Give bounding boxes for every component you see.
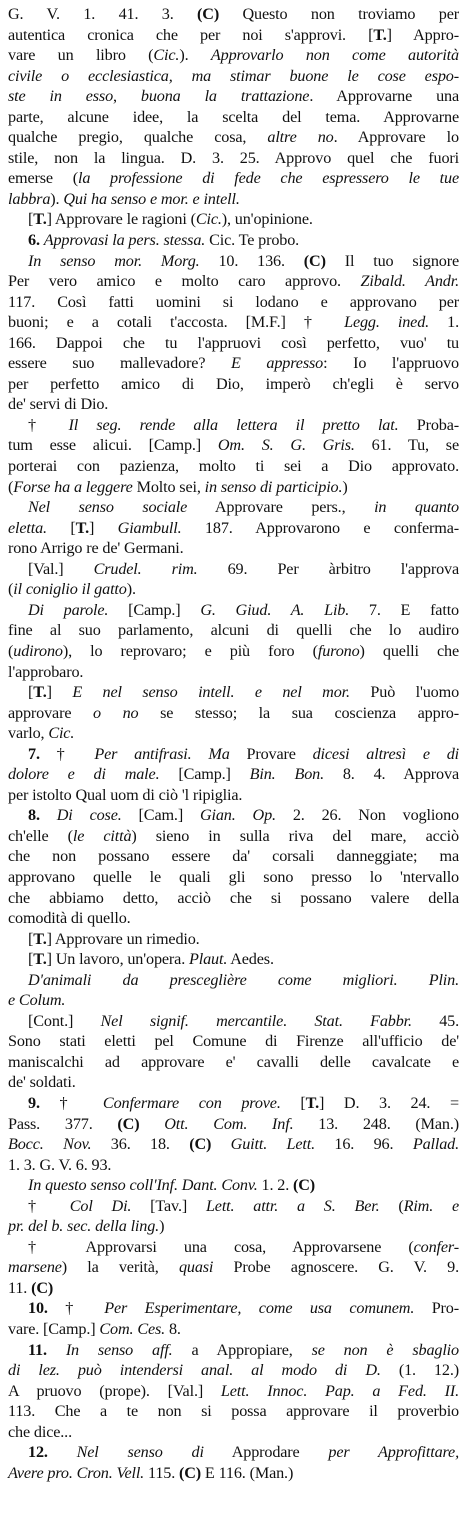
paragraph-p22 (8, 1442, 459, 1483)
text-line: per istolto Qual uom di ciò 'l ripiglia. (8, 785, 243, 804)
text-line: comodità di quello. (8, 909, 131, 928)
text-line: pr. del b. sec. della ling.) (8, 1217, 165, 1236)
text-line: † Col Di. [Tav.] Lett. attr. a S. Ber. (Rim. e (28, 1196, 459, 1215)
text-line: [T.] Un lavoro, un'opera. Plaut. Aedes. (28, 950, 274, 969)
text-line: Per vero amico e molto caro approvo. Zibald. Andr. (8, 272, 459, 291)
text-line: qualche pregio, qualche cosa, altre no. Approvare lo (8, 128, 459, 147)
paragraph-p8 (8, 600, 459, 682)
text-line: approvare o no se stesso; la sua coscienza appro- (8, 703, 459, 722)
text-line: Pass. 377. (C) Ott. Com. Inf. 13. 248. (Man.) (8, 1114, 459, 1133)
paragraph-p19 (8, 1237, 459, 1299)
paragraph-p6 (8, 497, 459, 559)
text-line: 10. † Per Esperimentare, come usa comunem. Pro- (28, 1299, 459, 1318)
paragraph-p13 (8, 949, 459, 970)
text-line: autentica cronica che per noi s'approvi. [T.] Appro- (8, 25, 459, 44)
text-line: In questo senso coll'Inf. Dant. Conv. 1. 2. (C) (28, 1176, 316, 1195)
text-line: varlo, Cic. (8, 724, 75, 743)
text-line: parte, alcune idee, la scelta del tema. Approvarne (8, 107, 459, 126)
text-line: [T.] E nel senso intell. e nel mor. Può l'uomo (28, 683, 460, 702)
text-line: essere suo mallevadore? E appresso: Io l'appruovo (8, 354, 459, 373)
text-line: D'animali da presceglière come migliori. Plin. (28, 970, 459, 989)
paragraph-p20 (8, 1298, 459, 1339)
paragraph-p1 (8, 4, 459, 209)
text-line: dolore e di male. [Camp.] Bin. Bon. 8. 4. Approva (8, 765, 459, 784)
paragraph-p10 (8, 744, 459, 806)
text-line: che abbiamo detto, acciò che si possano valere della (8, 888, 459, 907)
text-line: Di parole. [Camp.] G. Giud. A. Lib. 7. E fatto (28, 600, 459, 619)
paragraph-p5 (8, 415, 459, 497)
text-line: l'approbaro. (8, 662, 84, 681)
text-line: 6. Approvasi la pers. stessa. Cic. Te probo. (28, 231, 300, 250)
text-line: per perfetto amico di Dio, imperò ch'egli è servo (8, 374, 459, 393)
text-line: vare. [Camp.] Com. Ces. 8. (8, 1320, 181, 1338)
text-line: † Il seg. rende alla lettera il pretto lat. Proba- (28, 415, 459, 434)
text-line: [Cont.] Nel signif. mercantile. Stat. Fabbr. 45. (28, 1011, 459, 1030)
text-line: [Val.] Crudel. rim. 69. Per àrbitro l'approva (28, 559, 460, 578)
paragraph-p15 (8, 1011, 459, 1093)
text-line: tum esse alicui. [Camp.] Om. S. G. Gris. 61. Tu, se (8, 436, 459, 455)
paragraph-p2 (8, 209, 459, 230)
paragraph-p14 (8, 970, 459, 1011)
paragraph-p3 (8, 230, 459, 251)
text-line: civile o ecclesiastica, ma stimar buone le cose espo- (8, 66, 459, 85)
text-line: 11. In senso aff. a Appropiare, se non è sbaglio (28, 1340, 459, 1359)
paragraph-p12 (8, 929, 459, 950)
paragraph-p11 (8, 805, 459, 928)
text-line: fine al suo parlamento, alcuni di quelli che lo audiro (8, 621, 459, 640)
paragraph-p9 (8, 682, 459, 744)
text-line: [T.] Approvare le ragioni (Cic.), un'opinione. (28, 210, 313, 229)
text-line: 166. Dappoi che tu l'appruovi così perfetto, vuo' tu (8, 333, 459, 352)
text-line: de' servi di Dio. (8, 395, 109, 414)
text-line: che dice... (8, 1422, 72, 1441)
text-line: A pruovo (prope). [Val.] Lett. Innoc. Pap. a Fed. II. (8, 1381, 459, 1400)
text-line: [T.] Approvare un rimedio. (28, 929, 200, 948)
text-line: (udirono), lo reprovaro; e più foro (furono) quelli che (8, 641, 460, 660)
text-line: 7. † Per antifrasi. Ma Provare dicesi altresì e di (28, 744, 459, 763)
text-line: † Approvarsi una cosa, Approvarsene (confer- (28, 1237, 459, 1256)
paragraph-p7 (8, 559, 459, 600)
text-line: 11. (C) (8, 1278, 54, 1297)
paragraph-p16 (8, 1093, 459, 1175)
text-line: rono Arrigo re de' Germani. (8, 539, 184, 558)
text-line: de' soldati. (8, 1073, 76, 1092)
text-line: eletta. [T.] Giambull. 187. Approvarono e conferma- (8, 518, 459, 537)
paragraph-p4 (8, 251, 459, 415)
text-line: 8. Di cose. [Cam.] Gian. Op. 2. 26. Non vogliono (28, 806, 459, 825)
text-line: (il coniglio il gatto). (8, 580, 136, 599)
text-line: Nel senso sociale Approvare pers., in quanto (28, 498, 459, 517)
paragraph-p18 (8, 1196, 459, 1237)
text-line: ste in esso, buona la trattazione. Approvarne una (8, 87, 459, 106)
paragraph-p17 (8, 1175, 459, 1196)
text-line: 9. † Confermare con prove. [T.] D. 3. 24. = (28, 1093, 459, 1112)
text-line: 12. Nel senso di Approdare per Approfittare, (28, 1443, 459, 1462)
text-line: che non possano essere da' corsali danneggiate; ma (8, 847, 459, 866)
text-line: marsene) la verità, quasi Probe agnoscere. G. V. 9. (8, 1258, 459, 1277)
text-line: 113. Che a te non si possa approvare il proverbio (8, 1402, 459, 1421)
text-line: di lez. può intendersi anal. al modo di D. (1. 12.) (8, 1361, 459, 1380)
text-line: Bocc. Nov. 36. 18. (C) Guitt. Lett. 16. 96. Pallad. (8, 1135, 459, 1154)
text-line: labbra). Qui ha senso e mor. e intell. (8, 189, 240, 208)
text-line: approvano quelle le quali gli sono presso lo 'ntervallo (8, 867, 459, 886)
text-line: (Forse ha a leggere Molto sei, in senso di participio.) (8, 477, 348, 496)
paragraph-p21 (8, 1340, 459, 1443)
text-line: 117. Così fatti uomini si lodano e approvano per (8, 292, 459, 311)
text-line: G. V. 1. 41. 3. (C) Questo non troviamo per (8, 5, 459, 23)
text-line: 1. 3. G. V. 6. 93. (8, 1155, 112, 1174)
text-line: In senso mor. Morg. 10. 136. (C) Il tuo signore (28, 251, 459, 270)
text-line: emerse (la professione di fede che espressero le tue (8, 169, 460, 188)
text-line: buoni; e a cotali t'accosta. [M.F.] † Legg. ined. 1. (8, 313, 459, 332)
text-line: porterai con pazienza, molto ti sei a Dio approvato. (8, 457, 459, 476)
text-line: maniscalchi ad approvare e' cavalli delle cavalcate e (8, 1052, 459, 1071)
text-line: Sono stati eletti pel Comune di Firenze all'ufficio de' (8, 1032, 459, 1051)
text-line: Avere pro. Cron. Vell. 115. (C) E 116. (Man.) (8, 1463, 294, 1482)
text-line: ch'elle (le città) sieno in sulla riva del mare, acciò (8, 826, 459, 845)
text-line: stile, non la lingua. D. 3. 25. Approvo quel che fuori (8, 148, 459, 167)
text-line: vare un libro (Cic.). Approvarlo non come autorità (8, 46, 459, 65)
text-line: e Colum. (8, 991, 66, 1010)
